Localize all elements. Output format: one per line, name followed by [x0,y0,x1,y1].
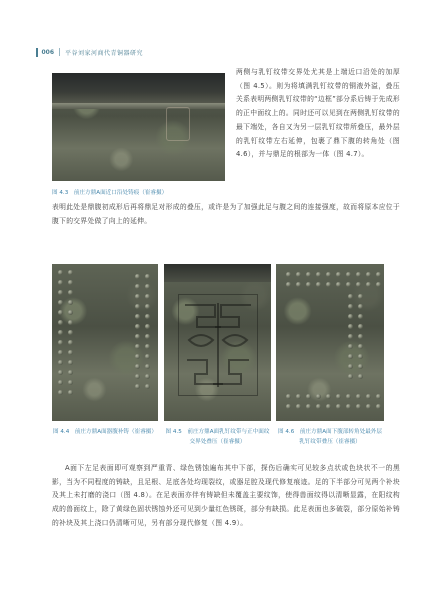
header-separator [59,48,60,56]
stud-row-top [286,272,384,287]
running-header [36,46,402,58]
taotie-pattern [178,294,258,396]
stud-column-right [135,274,150,389]
figure-4-5-photo [164,264,271,421]
page-number: 006 [41,48,55,56]
body-text-paragraph-1: 表明此处是鼎腹初成形后再将鼎足对形成的叠压，或许是为了加强此足与腹之间的连接强度，故而将原本应位于腹下的交界处做了向上的延伸。 [52,203,400,225]
figure-4-4-caption: 图 4.4 前庄方鼎A面器腹补铸（崔睿摄） [52,429,157,435]
stud-row-bottom [286,394,384,409]
body-text-right-column: 两侧与乳钉纹带交界处尤其是上端近口沿处的加厚（图 4.5）。则为将填满乳钉纹带的铜液外溢，叠压关系表明两侧乳钉纹带的“边框”部分系后铸于先成形的正中面纹上的。同时还可以见到在两侧乳钉纹带的最下端处，各自又为另一层乳钉纹带所叠压，最外层的乳钉纹带左右延伸，包裹了鼎下腹的转角处（图 4.6），并与鼎足的根部为一体（图 4.7）。 [236,68,400,159]
figure-4-6-photo [276,264,384,421]
stud-column-center [348,294,363,379]
running-title: 平谷刘家河商代青铜器研究 [65,49,144,57]
header-accent-bar [36,48,38,57]
body-text-paragraph-2: A面下左足表面即可观察到严重青、绿色锈蚀遍布其中下部，探伤后确实可见较多点状或色块状不一的黑影，当为不同程度的铸缺，且足根、足底各处均现裂纹，或器足腔及现代修复痕迹。足的下半部分可见两个补块及其上未打磨的浇口（图 4.8）。在足表面亦伴有铸缺但未覆盖主要纹饰，使得兽面纹得以清晰显露，在阳纹构成的兽面纹上，除了黄绿色固状锈蚀外还可见到少量红色锈斑，部分有缺损。此足表面也多破裂，部分原始补铸的补块及其上浇口仍清晰可见，另有部分现代修复（图 4.9）。 [52,464,400,527]
figure-4-5-caption: 图 4.5 前庄方鼎A面乳钉纹带与正中面纹交界处叠压（崔睿摄） [165,429,270,445]
vessel-lip [52,103,225,109]
taotie-pattern-drawing [179,295,257,395]
vessel-rim-band [164,264,271,282]
figure-4-6-caption: 图 4.6 前庄方鼎A面下腹部转角处最外层乳钉纹带叠压（崔睿摄） [277,429,382,445]
figure-4-4-photo [52,264,158,421]
stud-column-left [58,270,73,395]
casting-mark [166,107,190,141]
vessel-rim-band [52,73,225,105]
figure-4-3-caption: 图 4.3 前庄方鼎A面近口沿处铸痕（崔睿摄） [52,190,168,196]
figure-4-3-photo [52,73,225,181]
